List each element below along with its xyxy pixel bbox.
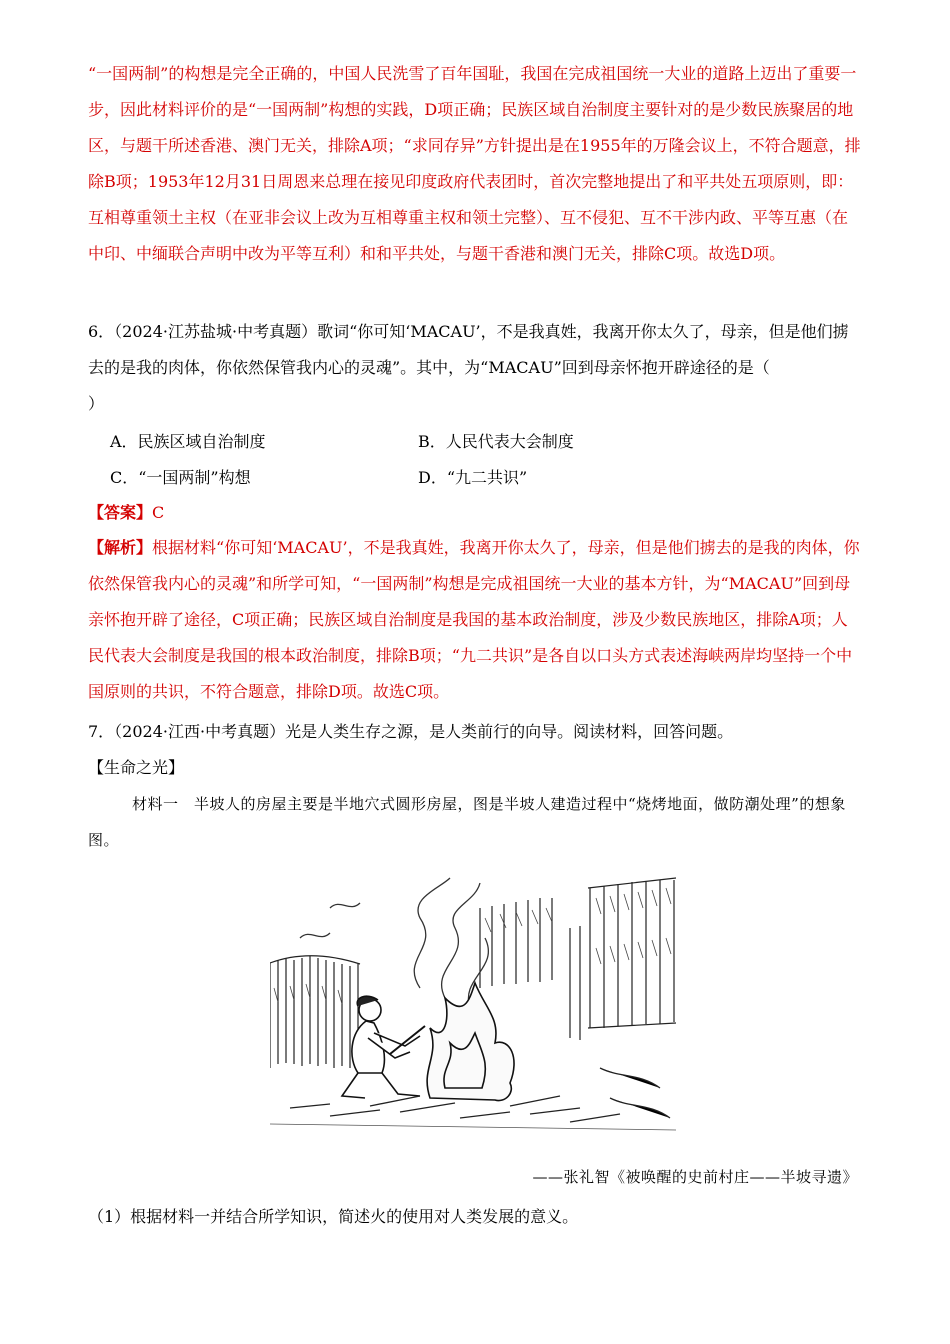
answer-value: C <box>152 503 165 522</box>
q7-stem: 7．（2024·江西·中考真题）光是人类生存之源，是人类前行的向导。阅读材料，回答问题。 <box>88 722 734 741</box>
q7-sub-question-1: （1）根据材料一并结合所学知识，简述火的使用对人类发展的意义。 <box>88 1207 579 1226</box>
q6-answer <box>88 503 164 523</box>
prev-explanation: “一国两制”的构想是完全正确的，中国人民洗雪了百年国耻，我国在完成祖国统一大业的道路上迈出了重要一步，因此材料评价的是“一国两制”构想的实践，D项正确；民族区域自治制度主要针对的是少数民族聚居的地区，与题干所述香港、澳门无关，排除A项；“求同存异”方针提出是在1955年的万隆会议上，不符合题意，排除B项；1953年12月31日周恩来总理在接见印度政府代表团时，首次完整地提出了和平共处五项原则，即：互相尊重领土主权（在亚非会议上改为互相尊重主权和领土完整）、互不侵犯、互不干涉内政、平等互惠（在中印、中缅联合声明中改为平等互利）和和平共处，与题干香港和澳门无关，排除C项。故选D项。 <box>88 64 861 263</box>
q6-stem <box>88 314 863 422</box>
answer-label: 【答案】 <box>88 503 153 522</box>
banpo-illustration <box>270 868 676 1140</box>
q6-option-c: C．“一国两制”构想 <box>110 468 251 487</box>
q6-analysis <box>88 530 863 710</box>
figure-caption: ——张礼智《被唤醒的史前村庄——半坡寻遗》 <box>532 1168 858 1186</box>
q6-stem-text: 6．（2024·江苏盐城·中考真题）歌词“你可知‘MACAU’，不是我真姓，我离开你太久了，母亲，但是他们掳去的是我的肉体，你依然保管我内心的灵魂”。其中，为“MACAU”回到母亲怀抱开辟途径的是（ <box>88 322 849 377</box>
analysis-label: 【解析】 <box>88 538 153 557</box>
q6-option-d: D．“九二共识” <box>418 468 528 487</box>
q6-stem-close: ） <box>88 394 105 413</box>
q6-option-a: A．民族区域自治制度 <box>110 432 266 451</box>
q7-section-title: 【生命之光】 <box>88 758 185 777</box>
q6-option-b: B．人民代表大会制度 <box>418 432 574 451</box>
analysis-text: 根据材料“你可知‘MACAU’，不是我真姓，我离开你太久了，母亲，但是他们掳去的是我的肉体，你依然保管我内心的灵魂”和所学可知，“一国两制”构想是完成祖国统一大业的基本方针，为“MACAU”回到母亲怀抱开辟了途径，C项正确；民族区域自治制度是我国的基本政治制度，涉及少数民族地区，排除A项；人民代表大会制度是我国的根本政治制度，排除B项；“九二共识”是各自以口头方式表述海峡两岸均坚持一个中国原则的共识，不符合题意，排除D项。故选C项。 <box>88 538 860 701</box>
q7-material-one: 材料一 半坡人的房屋主要是半地穴式圆形房屋，图是半坡人建造过程中“烧烤地面，做防潮处理”的想象图。 <box>88 795 846 849</box>
